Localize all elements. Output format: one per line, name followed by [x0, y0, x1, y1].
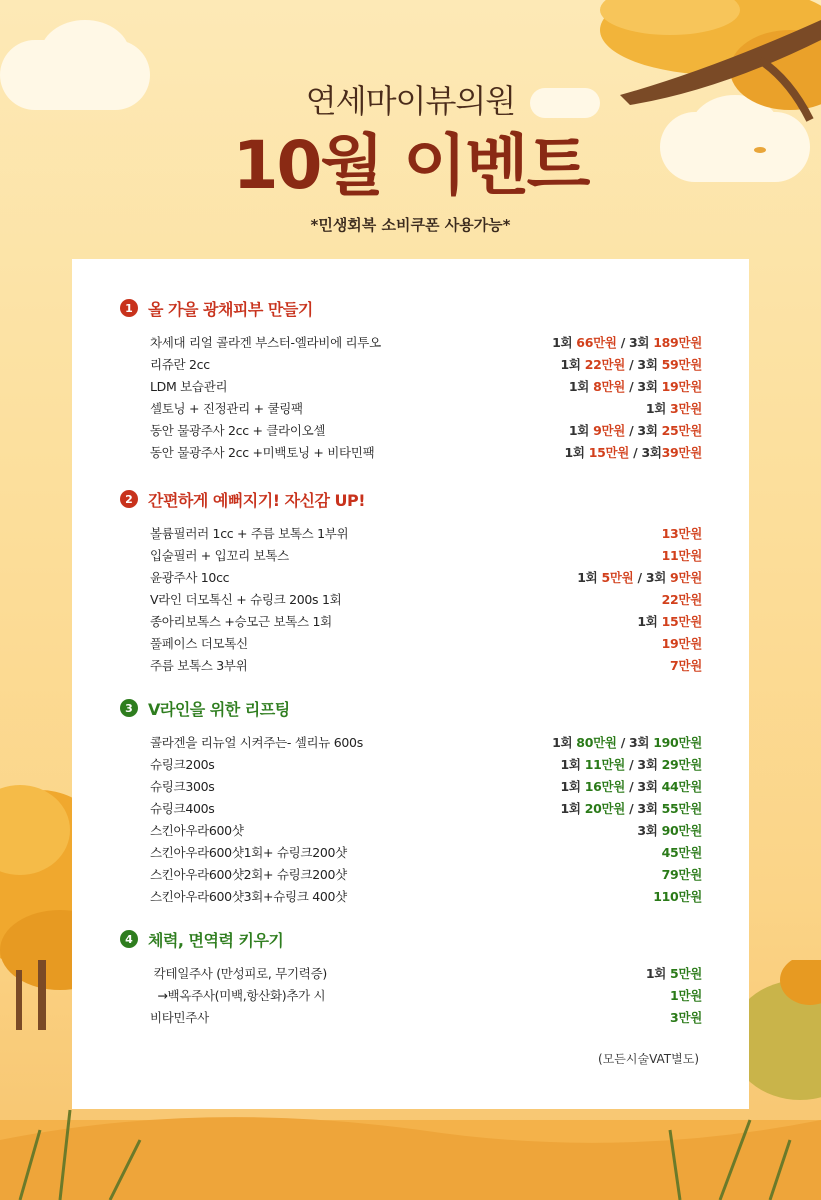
price-amount: 79만원 [661, 867, 702, 882]
treatment-price [662, 634, 702, 652]
treatment-name: 입술필러 + 입꼬리 보톡스 [150, 548, 289, 563]
price-row [120, 797, 702, 819]
price-amount: 66만원 [576, 335, 617, 350]
treatment-price [569, 377, 702, 395]
clinic-name: 연세마이뷰의원 [305, 82, 516, 120]
treatment-name: 스킨아우라600샷1회+ 슈링크200샷 [150, 845, 347, 860]
price-amount: 7만원 [670, 658, 702, 673]
price-row [120, 632, 702, 654]
price-amount: 44만원 [661, 779, 702, 794]
price-row [120, 353, 702, 375]
price-amount: 22만원 [661, 592, 702, 607]
treatment-name: 슈링크400s [150, 801, 215, 816]
price-row [120, 1006, 702, 1028]
price-count: / 3회 [625, 801, 662, 816]
price-amount: 80만원 [576, 735, 617, 750]
price-count: / 3회 [625, 379, 662, 394]
price-count: 1회 [637, 614, 662, 629]
price-amount: 22만원 [584, 357, 626, 372]
treatment-price [569, 421, 702, 439]
treatment-price [552, 733, 702, 751]
treatment-name: V라인 더모톡신 + 슈링크 200s 1회 [150, 592, 342, 607]
price-count: 1회 [577, 570, 602, 585]
treatment-price [646, 964, 702, 982]
price-amount: 16만원 [584, 779, 626, 794]
treatment-name: 윤광주사 10cc [150, 570, 230, 585]
section-header [120, 697, 702, 719]
section-header [120, 488, 702, 510]
treatment-name: 종아리보톡스 +승모근 보톡스 1회 [150, 614, 332, 629]
price-row [120, 397, 702, 419]
treatment-name: 슈링크300s [150, 779, 215, 794]
price-row [120, 588, 702, 610]
treatment-price [662, 590, 702, 608]
price-row [120, 522, 702, 544]
treatment-price [653, 887, 702, 905]
treatment-price [560, 777, 702, 795]
price-row [120, 419, 702, 441]
price-count: 1회 [560, 757, 585, 772]
price-amount: 39만원 [661, 445, 702, 460]
hills-right-icon [740, 960, 821, 1100]
price-amount: 19만원 [661, 379, 702, 394]
treatment-price [646, 399, 702, 417]
treatment-name: 비타민주사 [150, 1010, 209, 1025]
treatment-name: 슈링크200s [150, 757, 215, 772]
price-row [120, 819, 702, 841]
section-4 [120, 928, 702, 1028]
price-row [120, 610, 702, 632]
section-number-badge: 2 [120, 490, 138, 508]
price-count: / 3회 [625, 779, 662, 794]
treatment-name: 스킨아우라600샷 [150, 823, 244, 838]
section-number-badge: 1 [120, 299, 138, 317]
price-count: 1회 [560, 779, 585, 794]
price-count: / 3회 [625, 423, 662, 438]
price-row [120, 863, 702, 885]
price-count: / 3회 [629, 445, 662, 460]
price-amount: 9만원 [670, 570, 702, 585]
section-title: 체력, 면역력 키우기 [148, 930, 284, 950]
section-3 [120, 697, 702, 907]
price-count: 1회 [564, 445, 589, 460]
price-count: 1회 [568, 379, 594, 394]
vat-note: (모든시술VAT별도) [598, 1052, 699, 1066]
price-count: / 3회 [625, 357, 662, 372]
price-amount: 13만원 [661, 526, 702, 541]
price-amount: 9만원 [593, 423, 626, 438]
treatment-price [560, 799, 702, 817]
price-row [120, 841, 702, 863]
price-amount: 45만원 [661, 845, 702, 860]
price-row [120, 375, 702, 397]
price-amount: 11만원 [584, 757, 626, 772]
treatment-price [565, 443, 703, 461]
treatment-price [670, 986, 702, 1004]
price-count: 1회 [552, 735, 577, 750]
treatment-price [560, 355, 702, 373]
treatment-price [560, 755, 702, 773]
treatment-name: →백옥주사(미백,항산화)추가 시 [150, 988, 326, 1003]
price-amount: 5만원 [601, 570, 634, 585]
price-count: / 3회 [616, 335, 654, 350]
price-amount: 15만원 [588, 445, 630, 460]
price-row [120, 566, 702, 588]
coupon-notice: *민생회복 소비쿠폰 사용가능* [310, 216, 511, 234]
section-title: 올 가을 광채피부 만들기 [148, 299, 313, 319]
section-1 [120, 297, 702, 463]
treatment-name: 칵테일주사 (만성피로, 무기력증) [150, 966, 327, 981]
section-number-badge: 3 [120, 699, 138, 717]
price-amount: 90만원 [661, 823, 702, 838]
price-amount: 3만원 [670, 401, 702, 416]
price-amount: 8만원 [593, 379, 626, 394]
treatment-name: 리쥬란 2cc [150, 357, 210, 372]
price-amount: 110만원 [653, 889, 702, 904]
price-count: 1회 [560, 801, 585, 816]
price-row [120, 885, 702, 907]
price-amount: 11만원 [661, 548, 702, 563]
price-row [120, 331, 702, 353]
treatment-name: 주름 보톡스 3부위 [150, 658, 248, 673]
section-title: 간편하게 예뻐지기! 자신감 UP! [148, 490, 366, 510]
price-amount: 5만원 [670, 966, 702, 981]
treatment-name: 풀페이스 더모톡신 [150, 636, 248, 651]
price-amount: 3만원 [670, 1010, 702, 1025]
treatment-name: 콜라겐을 리뉴얼 시켜주는- 셀리뉴 600s [150, 735, 363, 750]
section-header [120, 297, 702, 319]
price-amount: 29만원 [661, 757, 702, 772]
price-row [120, 962, 702, 984]
price-panel [72, 259, 749, 1109]
treatment-price [662, 546, 702, 564]
treatment-name: 스킨아우라600샷3회+슈링크 400샷 [150, 889, 347, 904]
treatment-name: 볼륨필러러 1cc + 주름 보톡스 1부위 [150, 526, 349, 541]
price-amount: 190만원 [653, 735, 702, 750]
section-title: V라인을 위한 리프팅 [148, 699, 290, 719]
price-amount: 189만원 [653, 335, 702, 350]
price-amount: 19만원 [661, 636, 702, 651]
price-row [120, 753, 702, 775]
price-row [120, 984, 702, 1006]
treatment-name: 동안 물광주사 2cc +미백토닝 + 비타민팩 [150, 445, 375, 460]
price-amount: 15만원 [661, 614, 702, 629]
price-amount: 59만원 [661, 357, 702, 372]
treatment-price [662, 843, 702, 861]
price-row [120, 544, 702, 566]
price-count: / 3회 [633, 570, 671, 585]
price-row [120, 775, 702, 797]
treatment-price [637, 612, 702, 630]
section-2 [120, 488, 702, 676]
price-amount: 55만원 [661, 801, 702, 816]
treatment-name: LDM 보습관리 [150, 379, 228, 394]
treatment-name: 동안 물광주사 2cc + 클라이오셀 [150, 423, 326, 438]
treatment-price [670, 656, 702, 674]
section-number-badge: 4 [120, 930, 138, 948]
price-amount: 20만원 [584, 801, 626, 816]
price-row [120, 441, 702, 463]
treatment-name: 셀토닝 + 진정관리 + 쿨링팩 [150, 401, 303, 416]
treatment-name: 차세대 리얼 콜라겐 부스터-엘라비에 리투오 [150, 335, 381, 350]
price-count: 1회 [645, 401, 671, 416]
price-count: 1회 [568, 423, 594, 438]
treatment-name: 스킨아우라600샷2회+ 슈링크200샷 [150, 867, 347, 882]
price-count: 1회 [552, 335, 577, 350]
treatment-price [662, 524, 702, 542]
treatment-price [577, 568, 702, 586]
price-row [120, 731, 702, 753]
price-row [120, 654, 702, 676]
price-count: 1회 [645, 966, 671, 981]
price-amount: 25만원 [661, 423, 702, 438]
treatment-price [552, 333, 702, 351]
treatment-price [662, 865, 702, 883]
price-count: / 3회 [625, 757, 662, 772]
event-title: 10월 이벤트 [232, 127, 589, 204]
treatment-price [670, 1008, 702, 1026]
treatment-price [637, 821, 702, 839]
price-count: 1회 [560, 357, 585, 372]
price-count: / 3회 [616, 735, 654, 750]
price-amount: 1만원 [670, 988, 702, 1003]
price-count: 3회 [637, 823, 662, 838]
section-header [120, 928, 702, 950]
